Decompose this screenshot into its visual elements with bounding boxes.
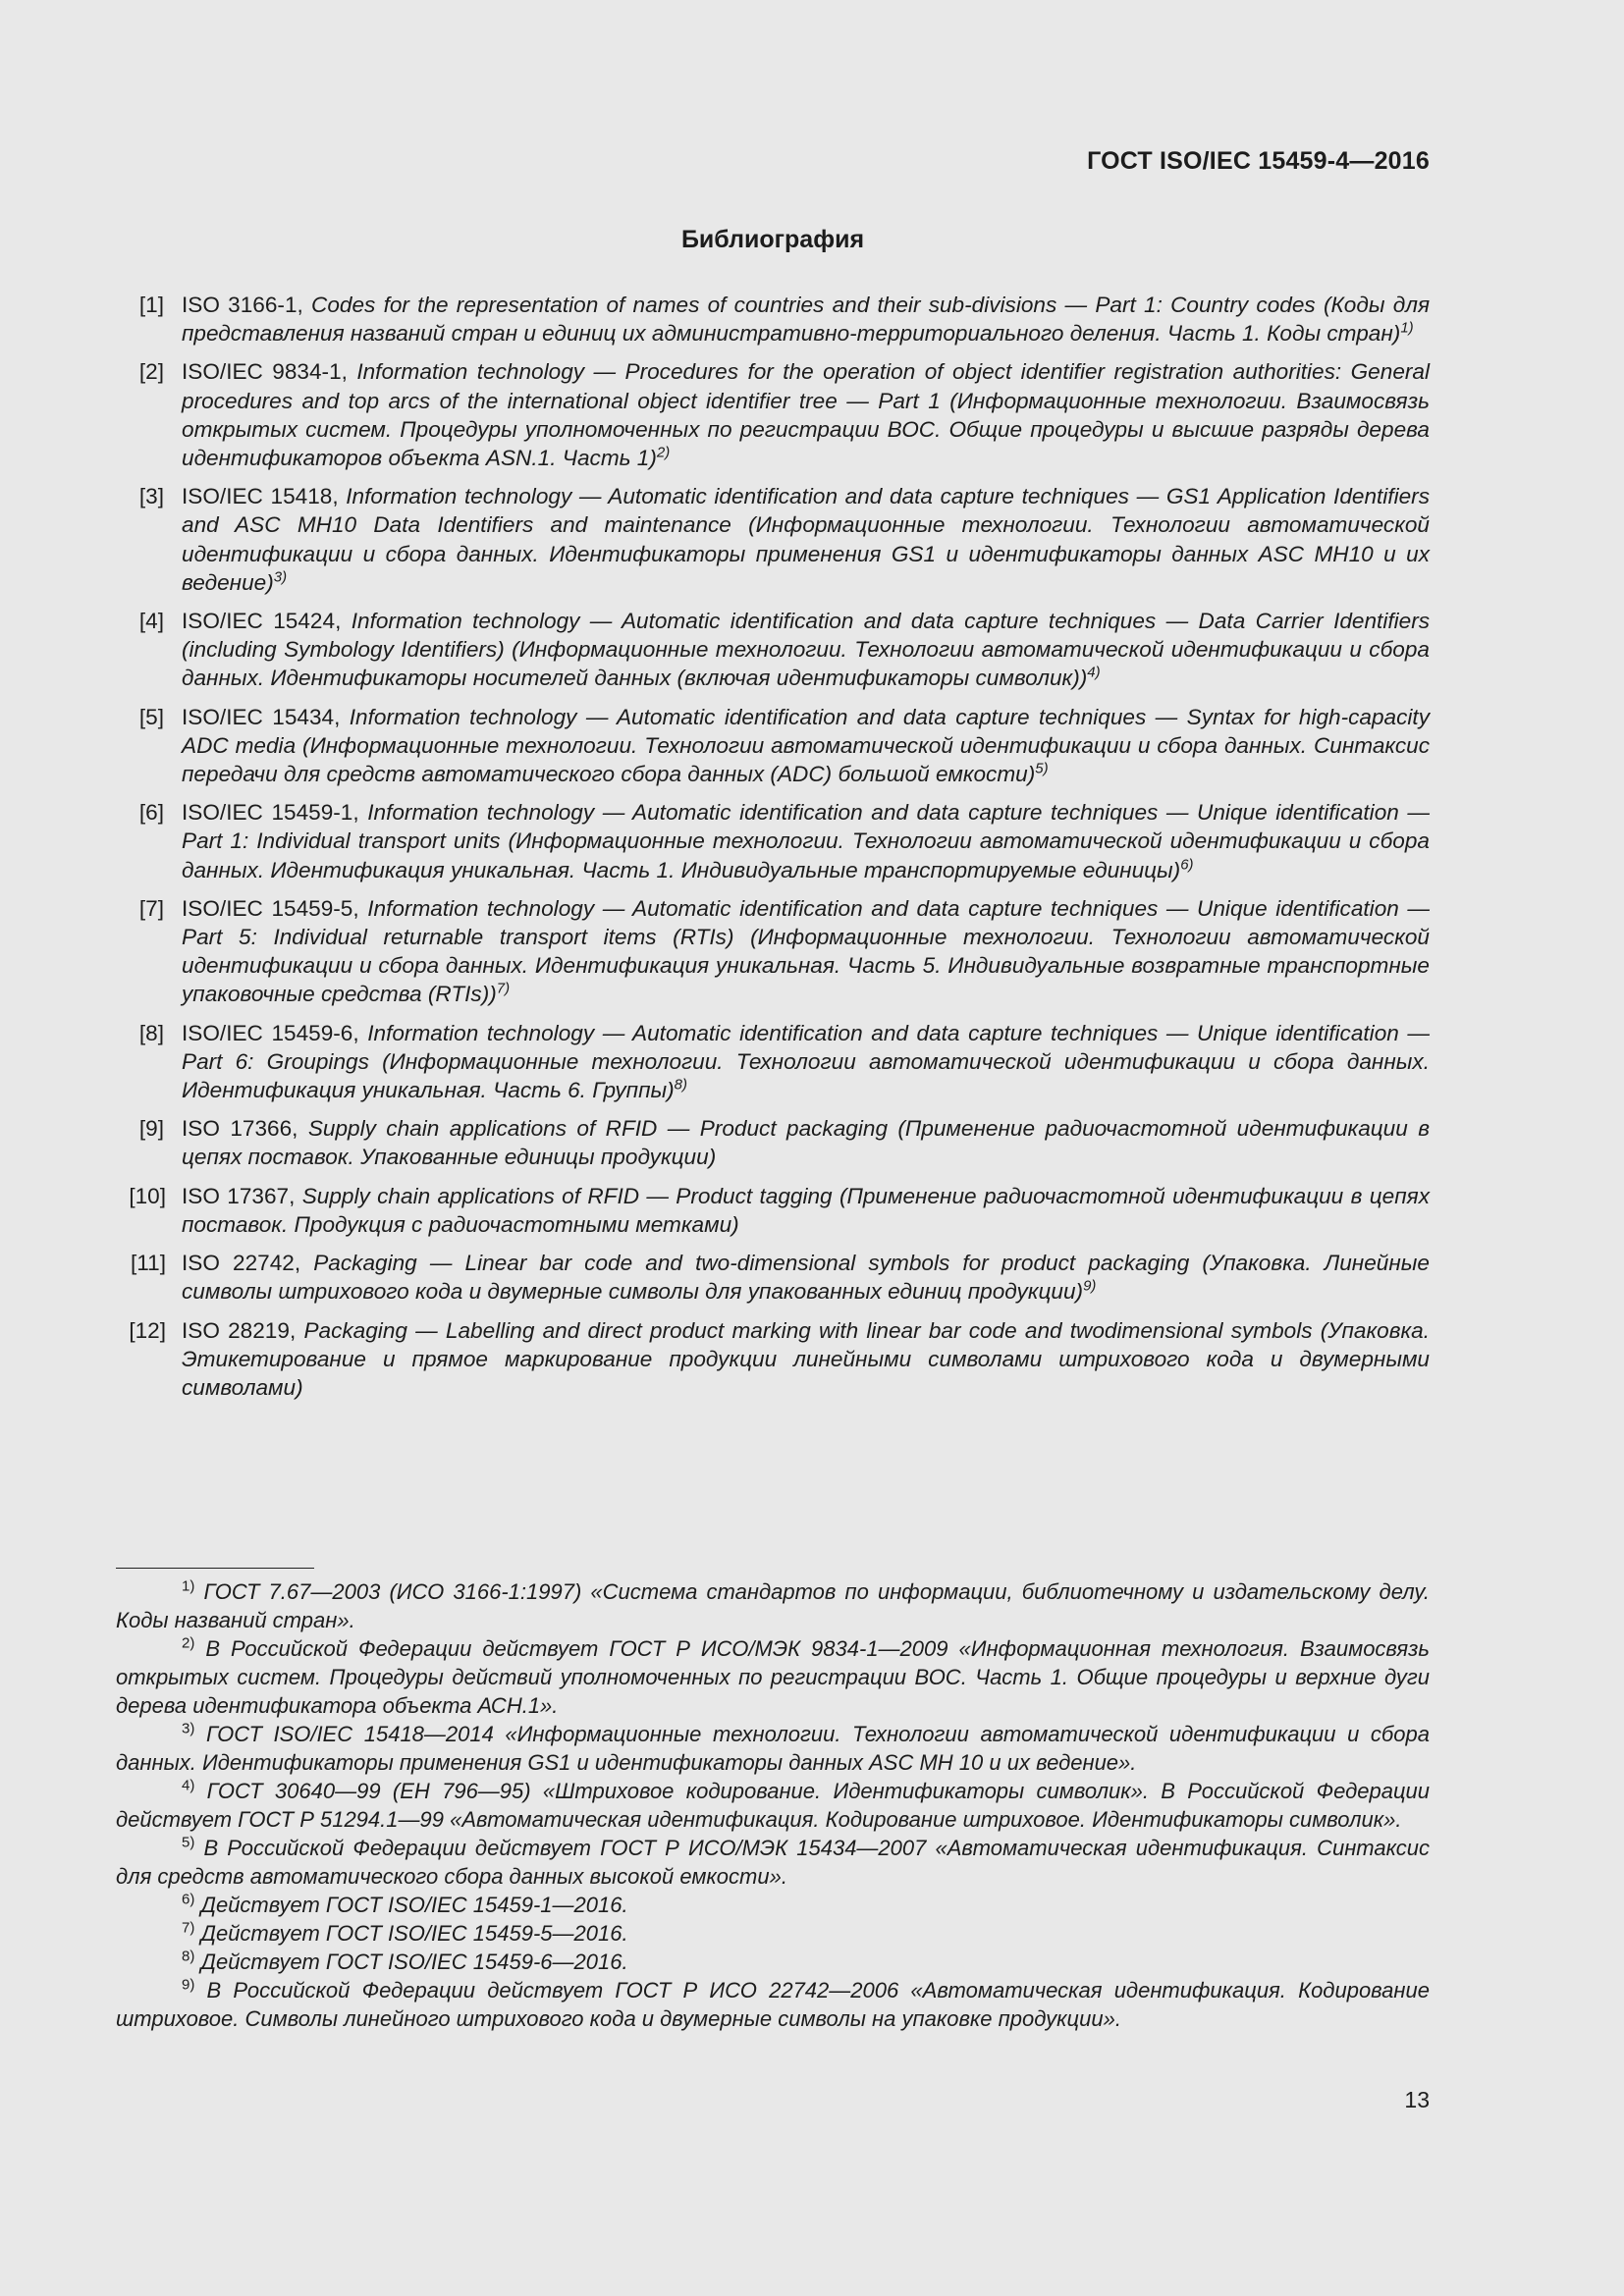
item-text: Information technology — Automatic identification and data capture techniques — Unique identification — Part 6: Groupings (Информационные технологии. Технологии автоматической идентификации и сбора данных. Идентификация уникальная. Часть 6. Группы) <box>182 1020 1431 1103</box>
footnote-text: ГОСТ 7.67—2003 (ИСО 3166-1:1997) «Система стандартов по информации, библиотечному и издательскому делу. Коды названий стран». <box>116 1579 1430 1632</box>
footnote-mark: 3) <box>182 1720 195 1737</box>
footnote <box>116 1777 1430 1834</box>
bibliography-item <box>116 291 1430 347</box>
item-code: ISO 3166-1, <box>182 293 303 317</box>
item-number: [5] <box>138 704 164 729</box>
footnotes <box>116 1577 1430 2033</box>
item-body <box>182 1019 1430 1105</box>
item-text: Information technology — Automatic identification and data capture techniques — Unique identification — Part 1: Individual transport units (Информационные технологии. Технологии автоматической идентификации и сбора данных. Идентификация уникальная. Часть 1. Индивидуальные транспортируемые единицы) <box>182 800 1431 882</box>
footnote <box>116 1720 1430 1777</box>
bibliography-item <box>116 607 1430 693</box>
item-code: ISO 17367, <box>182 1183 296 1208</box>
bibliography-item <box>116 1114 1430 1171</box>
footnote-mark: 7) <box>182 1919 195 1937</box>
item-code: ISO/IEC 15418, <box>182 484 339 509</box>
item-body <box>182 894 1430 1009</box>
item-code: ISO/IEC 9834-1, <box>182 359 348 385</box>
item-text: Supply chain applications of RFID — Product tagging (Применение радиочастотной идентификации в цепях поставок. Продукция с радиочастотными метками) <box>182 1183 1430 1237</box>
item-code: ISO/IEC 15459-5, <box>182 895 359 921</box>
footnote-mark: 1) <box>182 1577 195 1595</box>
footnote-mark: 9) <box>182 1976 195 1994</box>
bibliography-item <box>116 482 1430 597</box>
footnote-ref: 6) <box>1180 856 1194 874</box>
item-text: Information technology — Automatic identification and data capture techniques — GS1 Application Identifiers and ASC MH10 Data Identifiers and maintenance (Информационные технологии. Технологии автоматической идентификации и сбора данных. Идентификаторы применения GS1 и идентификаторы данных ASC MH10 и их ведение) <box>182 484 1430 595</box>
item-number: [3] <box>138 484 164 509</box>
footnote <box>116 1919 1430 1948</box>
footnote-text: ГОСТ 30640—99 (ЕН 796—95) «Штриховое кодирование. Идентификаторы символик». В Российской Федерации действует ГОСТ Р 51294.1—99 «Автоматическая идентификация. Кодирование штриховое. Идентификаторы символик». <box>116 1779 1430 1832</box>
item-body <box>182 798 1430 884</box>
footnote-mark: 6) <box>182 1891 195 1908</box>
item-text: Information technology — Automatic identification and data capture techniques — Syntax for high-capacity ADC media (Информационные технологии. Технологии автоматической идентификации и сбора данных. Синтаксис передачи для средств автоматического сбора данных (ADC) большой емкости) <box>182 704 1430 787</box>
item-code: ISO/IEC 15459-6, <box>182 1020 359 1045</box>
item-number: [8] <box>138 1020 164 1045</box>
footnote-ref: 8) <box>674 1076 688 1094</box>
footnote-ref: 2) <box>656 444 671 461</box>
item-body <box>182 1249 1430 1306</box>
bibliography-item <box>116 798 1430 884</box>
item-number: [4] <box>138 609 164 634</box>
item-number: [1] <box>138 293 164 317</box>
document-header: ГОСТ ISO/IEC 15459-4—2016 <box>1087 147 1430 175</box>
item-code: ISO/IEC 15434, <box>182 704 341 729</box>
footnote <box>116 1891 1430 1919</box>
footnote-text: В Российской Федерации действует ГОСТ Р ИСО/МЭК 9834-1—2009 «Информационная технология. Взаимосвязь открытых систем. Процедуры действий уполномоченных по регистрации ВОС. Часть 1. Общие процедуры и верхние дуги дерева идентификатора объекта АСН.1». <box>116 1636 1430 1718</box>
item-body <box>182 482 1430 597</box>
footnote <box>116 1634 1430 1720</box>
footnote-ref: 4) <box>1087 664 1101 681</box>
section-title: Библиография <box>680 226 865 253</box>
bibliography-item <box>116 703 1430 789</box>
footnote-ref: 7) <box>496 980 511 997</box>
item-text: Information technology — Procedures for the operation of object identifier registration authorities: General procedures and top arcs of the international object identifier tree — Part 1 (Информационные технологии. Взаимосвязь открытых систем. Процедуры уполномоченных по регистрации ВОС. Общие процедуры и высшие разряды дерева идентификаторов объекта ASN.1. Часть 1) <box>182 359 1430 471</box>
footnote-ref: 5) <box>1035 760 1049 777</box>
item-body <box>182 607 1430 693</box>
item-number: [7] <box>138 895 164 921</box>
item-code: ISO 17366, <box>182 1116 298 1142</box>
footnote-text: ГОСТ ISO/IEC 15418—2014 «Информационные технологии. Технологии автоматической идентификации и сбора данных. Идентификаторы применения GS1 и идентификаторы данных ASC MH 10 и их ведение». <box>116 1722 1430 1775</box>
footnote-text: В Российской Федерации действует ГОСТ Р ИСО 22742—2006 «Автоматическая идентификация. Кодирование штриховое. Символы линейного штрихового кода и двумерные символы на упаковке продукции». <box>116 1978 1430 2031</box>
page-number: 13 <box>1404 2087 1430 2112</box>
bibliography-item <box>116 1249 1430 1306</box>
item-code: ISO/IEC 15459-1, <box>182 800 359 826</box>
bibliography-item <box>116 1019 1430 1105</box>
item-number: [12] <box>129 1317 166 1343</box>
item-body <box>182 1182 1430 1239</box>
footnote-text: В Российской Федерации действует ГОСТ Р ИСО/МЭК 15434—2007 «Автоматическая идентификация. Синтаксис для средств автоматического сбора данных высокой емкости». <box>116 1836 1430 1889</box>
item-body <box>182 357 1430 472</box>
footnote-mark: 5) <box>182 1834 195 1851</box>
item-body <box>182 1316 1430 1403</box>
bibliography-item <box>116 357 1430 472</box>
footnote-mark: 8) <box>182 1948 195 1965</box>
item-text: Packaging — Labelling and direct product marking with linear bar code and twodimensional symbols (Упаковка. Этикетирование и прямое маркирование продукции линейными символами штрихового кода и двумерными символами) <box>182 1317 1431 1400</box>
item-text: Supply chain applications of RFID — Product packaging (Применение радиочастотной идентификации в цепях поставок. Упакованные единицы продукции) <box>182 1116 1430 1170</box>
item-body <box>182 1114 1430 1171</box>
footnote-text: Действует ГОСТ ISO/IEC 15459-1—2016. <box>200 1893 628 1917</box>
item-text: Packaging — Linear bar code and two-dimensional symbols for product packaging (Упаковка. Линейные символы штрихового кода и двумерные символы для упакованных единиц продукции) <box>182 1251 1430 1305</box>
footnote-ref: 9) <box>1083 1277 1097 1295</box>
footnote-ref: 1) <box>1400 319 1414 337</box>
item-code: ISO 28219, <box>182 1317 297 1343</box>
footnote-ref: 3) <box>273 568 288 586</box>
item-text: Codes for the representation of names of countries and their sub-divisions — Part 1: Country codes (Коды для представления названий стран и единиц их административно-территориального деления. Часть 1. Коды стран) <box>182 293 1431 347</box>
footnote-mark: 2) <box>182 1634 195 1652</box>
footnote-text: Действует ГОСТ ISO/IEC 15459-6—2016. <box>200 1949 628 1974</box>
item-body <box>182 291 1430 347</box>
item-code: ISO 22742, <box>182 1251 301 1276</box>
footnote-text: Действует ГОСТ ISO/IEC 15459-5—2016. <box>200 1921 628 1946</box>
footnote-mark: 4) <box>182 1777 195 1794</box>
item-text: Information technology — Automatic identification and data capture techniques — Unique identification — Part 5: Individual returnable transport items (RTIs) (Информационные технологии. Технологии автоматической идентификации и сбора данных. Идентификация уникальная. Часть 5. Индивидуальные возвратные транспортные упаковочные средства (RTIs)) <box>182 895 1431 1007</box>
footnote <box>116 1976 1430 2033</box>
bibliography-item <box>116 1182 1430 1239</box>
item-number: [10] <box>129 1183 166 1208</box>
item-number: [9] <box>138 1116 164 1142</box>
footnote <box>116 1948 1430 1976</box>
item-number: [6] <box>138 800 164 826</box>
bibliography-item <box>116 894 1430 1009</box>
footnote <box>116 1834 1430 1891</box>
item-code: ISO/IEC 15424, <box>182 609 342 634</box>
item-body <box>182 703 1430 789</box>
item-number: [2] <box>138 359 164 385</box>
footnote <box>116 1577 1430 1634</box>
item-text: Information technology — Automatic identification and data capture techniques — Data Carrier Identifiers (including Symbology Identifiers) (Информационные технологии. Технологии автоматической идентификации и сбора данных. Идентификаторы носителей данных (включая идентификаторы символик)) <box>182 609 1431 691</box>
bibliography-list <box>116 291 1430 1412</box>
footnote-divider <box>116 1568 314 1569</box>
bibliography-item <box>116 1316 1430 1403</box>
item-number: [11] <box>130 1251 166 1276</box>
